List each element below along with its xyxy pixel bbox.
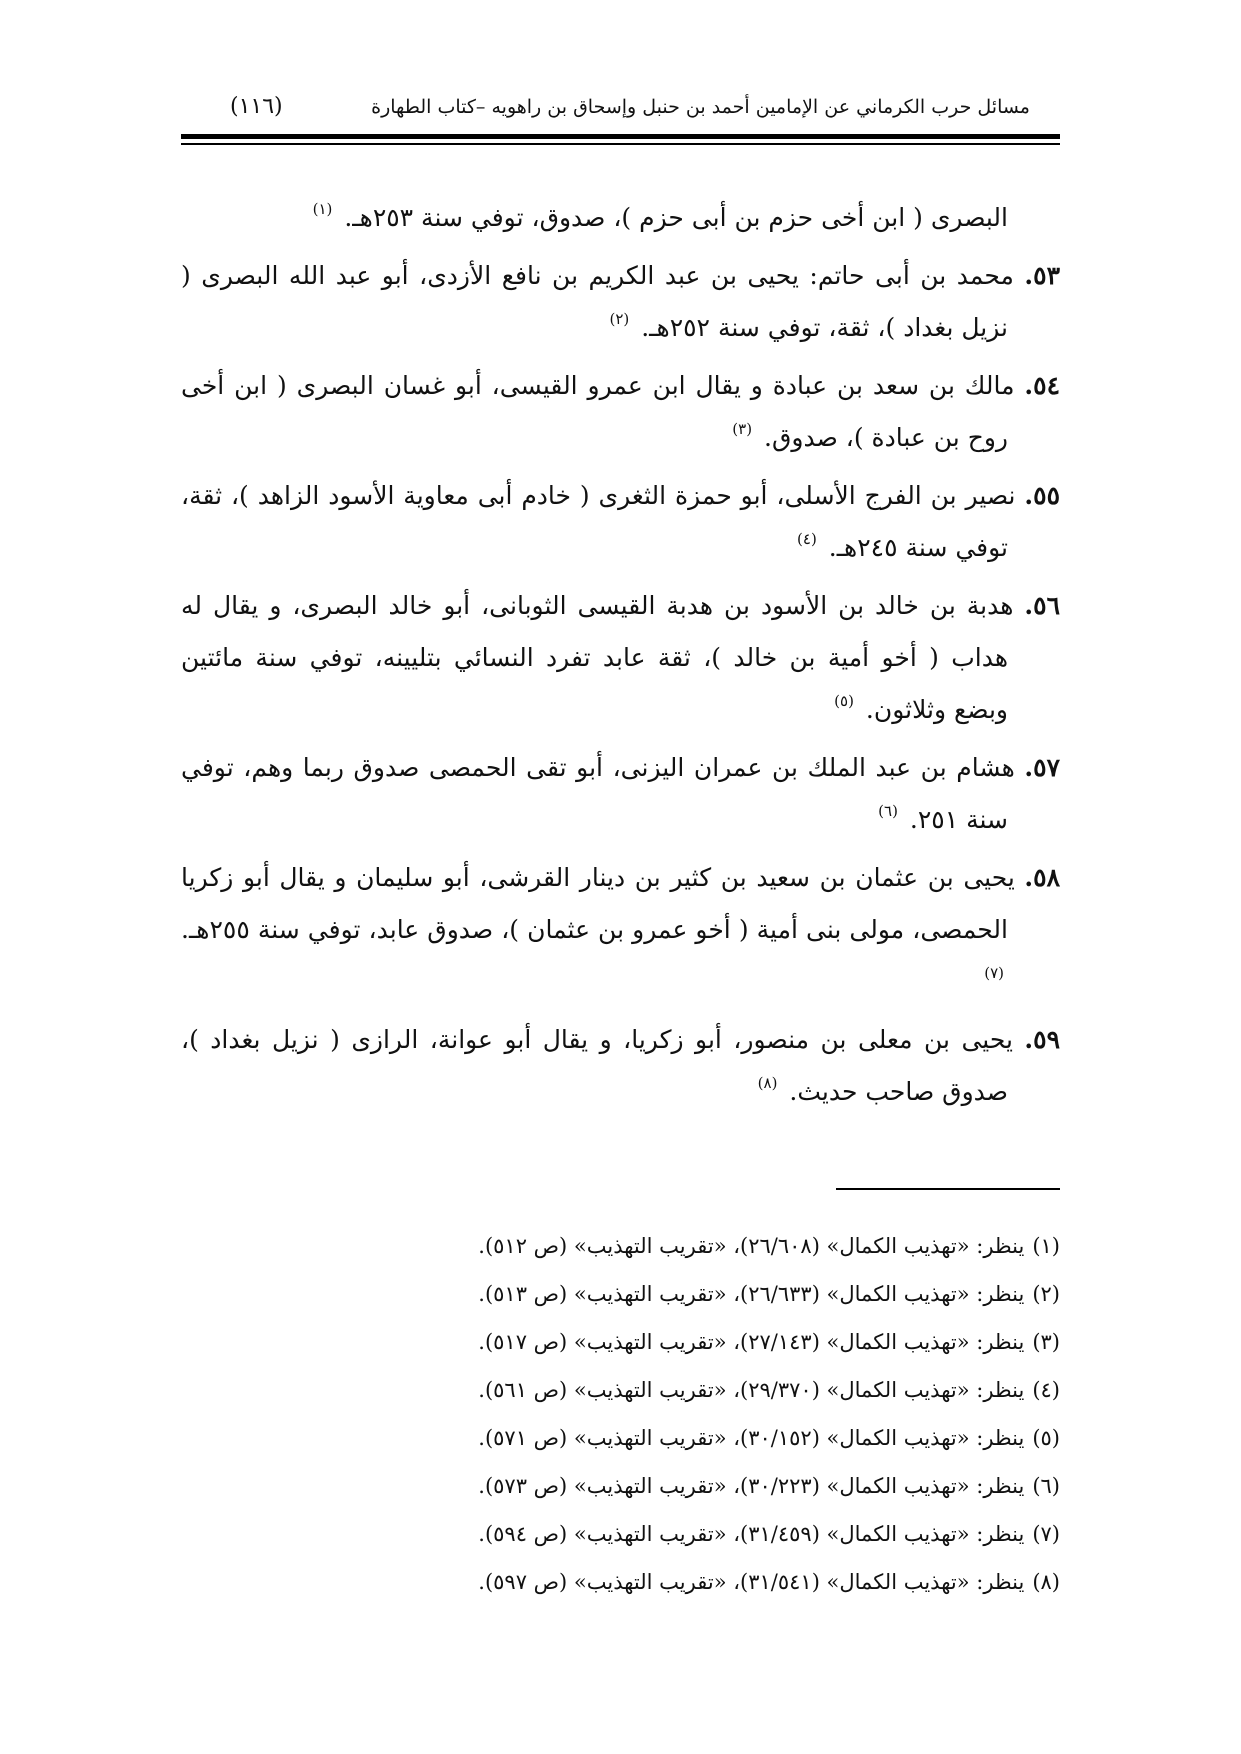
footnote-text: ينظر: «تهذيب الكمال» (٢٦/٦٠٨)، «تقريب التهذيب» (ص ٥١٢). [478,1234,1025,1258]
header-rule-thick [181,134,1060,139]
entry-number: ٥٨. [1024,863,1060,892]
entry-number: ٥٥. [1024,481,1060,510]
footnote-4 [181,1366,1060,1414]
entry-number: ٥٩. [1024,1025,1060,1054]
entry-text: هدبة بن خالد بن الأسود بن هدبة القيسى الثوبانى، أبو خالد البصرى، و يقال له هداب ( أخو أمية بن خالد )، ثقة عابد تفرد النسائي بتليينه، توفي سنة مائتين وبضع وثلاثون. [181,591,1014,724]
entry-number: ٥٦. [1024,591,1060,620]
footnotes [181,1222,1060,1606]
footnote-marker: (٨) [757,1074,778,1092]
footnote-number: (١) [1032,1234,1060,1258]
footnote-6 [181,1462,1060,1510]
footnote-text: ينظر: «تهذيب الكمال» (٢٦/٦٣٣)، «تقريب التهذيب» (ص ٥١٣). [478,1282,1025,1306]
entry-text: هشام بن عبد الملك بن عمران اليزنى، أبو تقى الحمصى صدوق ربما وهم، توفي سنة ٢٥١. [181,753,1015,834]
entry-text: محمد بن أبى حاتم: يحيى بن عبد الكريم بن نافع الأزدى، أبو عبد الله البصرى ( نزيل بغداد )، ثقة، توفي سنة ٢٥٢هـ. [181,261,1014,342]
footnote-text: ينظر: «تهذيب الكمال» (٢٧/١٤٣)، «تقريب التهذيب» (ص ٥١٧). [478,1330,1025,1354]
footnote-text: ينظر: «تهذيب الكمال» (٣٠/١٥٢)، «تقريب التهذيب» (ص ٥٧١). [478,1426,1025,1450]
footnote-number: (٧) [1032,1522,1060,1546]
footnote-marker: (١) [312,200,333,218]
footnote-separator [836,1188,1060,1190]
entry-54 [181,360,1060,464]
entry-58 [181,852,1060,1008]
entry-text: مالك بن سعد بن عبادة و يقال ابن عمرو القيسى، أبو غسان البصرى ( ابن أخى روح بن عبادة )، صدوق. [181,371,1015,452]
body-text [181,192,1060,1124]
footnote-text: ينظر: «تهذيب الكمال» (٣٠/٢٢٣)، «تقريب التهذيب» (ص ٥٧٣). [478,1474,1025,1498]
footnote-number: (٢) [1032,1282,1060,1306]
entry-continuation [181,192,1060,244]
entry-text: يحيى بن عثمان بن سعيد بن كثير بن دينار القرشى، أبو سليمان و يقال أبو زكريا الحمصى، مولى بنى أمية ( أخو عمرو بن عثمان )، صدوق عابد، توفي سنة ٢٥٥هـ. [181,863,1015,944]
footnote-marker: (٧) [984,964,1004,982]
footnote-3 [181,1318,1060,1366]
footnote-marker: (٣) [732,420,753,438]
entry-53 [181,250,1060,354]
footnote-marker: (٤) [797,530,817,548]
footnote-number: (٥) [1032,1426,1060,1450]
footnote-marker: (٦) [878,802,898,820]
entry-number: ٥٧. [1024,753,1060,782]
entry-text: نصير بن الفرج الأسلى، أبو حمزة الثغرى ( خادم أبى معاوية الأسود الزاهد )، ثقة، توفي سنة ٢٤٥هـ. [181,481,1016,562]
entry-number: ٥٣. [1024,261,1060,290]
header-rule-thin [181,143,1060,145]
footnote-number: (٦) [1032,1474,1060,1498]
footnote-2 [181,1270,1060,1318]
footnote-text: ينظر: «تهذيب الكمال» (٣١/٥٤١)، «تقريب التهذيب» (ص ٥٩٧). [478,1570,1025,1594]
footnote-text: ينظر: «تهذيب الكمال» (٢٩/٣٧٠)، «تقريب التهذيب» (ص ٥٦١). [478,1378,1025,1402]
footnote-8 [181,1558,1060,1606]
footnote-number: (٨) [1032,1570,1060,1594]
entry-55 [181,470,1060,574]
entry-56 [181,580,1060,736]
footnote-number: (٣) [1032,1330,1060,1354]
footnote-1 [181,1222,1060,1270]
footnote-text: ينظر: «تهذيب الكمال» (٣١/٤٥٩)، «تقريب التهذيب» (ص ٥٩٤). [478,1522,1025,1546]
footnote-number: (٤) [1032,1378,1060,1402]
entry-number: ٥٤. [1024,371,1060,400]
footnote-marker: (٥) [834,692,854,710]
footnote-7 [181,1510,1060,1558]
page-number: (١١٦) [230,94,283,119]
footnote-marker: (٢) [609,310,630,328]
entry-text: البصرى ( ابن أخى حزم بن أبى حزم )، صدوق، توفي سنة ٢٥٣هـ. [344,203,1008,232]
running-head [230,90,1030,124]
footnote-5 [181,1414,1060,1462]
running-title: مسائل حرب الكرماني عن الإمامين أحمد بن حنبل وإسحاق بن راهويه –كتاب الطهارة [371,96,1030,118]
entry-57 [181,742,1060,846]
entry-text: يحيى بن معلى بن منصور، أبو زكريا، و يقال أبو عوانة، الرازى ( نزيل بغداد )، صدوق صاحب حديث. [181,1025,1013,1106]
entry-59 [181,1014,1060,1118]
